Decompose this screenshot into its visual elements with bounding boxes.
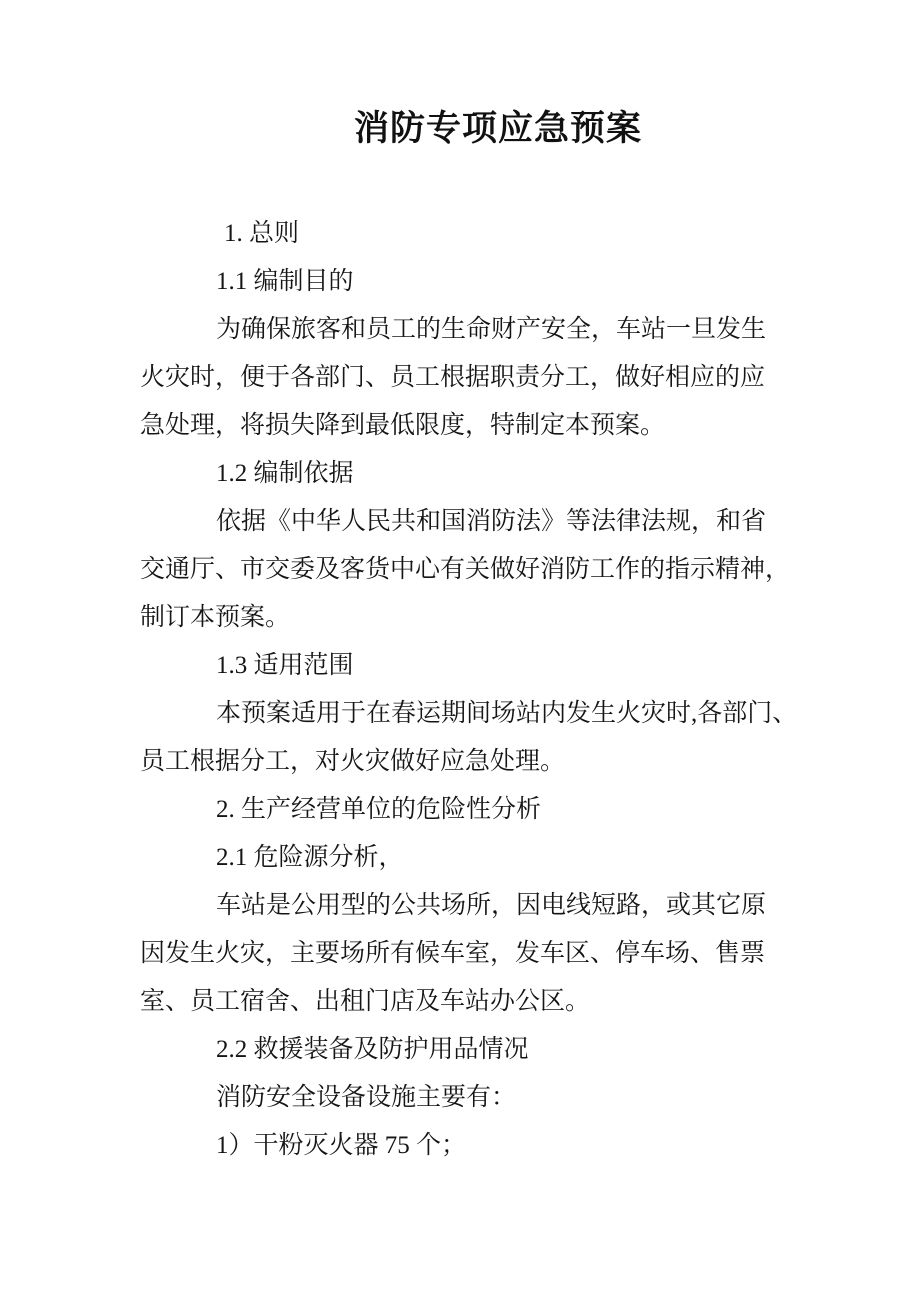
doc-line: 车站是公用型的公共场所，因电线短路，或其它原 xyxy=(216,892,767,919)
doc-line: 火灾时，便于各部门、员工根据职责分工，做好相应的应 xyxy=(140,364,766,391)
section-heading: 2. 生产经营单位的危险性分析 xyxy=(216,796,542,823)
section-heading: 1.1 编制目的 xyxy=(216,268,354,295)
doc-line: 本预案适用于在春运期间场站内发生火灾时,各部门、 xyxy=(216,700,798,727)
doc-line: 交通厅、市交委及客货中心有关做好消防工作的指示精神， xyxy=(140,556,791,583)
section-heading: 1.2 编制依据 xyxy=(216,460,354,487)
doc-line: 因发生火灾，主要场所有候车室，发车区、停车场、售票 xyxy=(140,940,766,967)
section-heading: 2.2 救援装备及防护用品情况 xyxy=(216,1036,529,1063)
section-heading: 1.3 适用范围 xyxy=(216,652,354,679)
section-heading: 2.1 危险源分析， xyxy=(216,844,404,871)
doc-line: 员工根据分工，对火灾做好应急处理。 xyxy=(140,748,566,775)
doc-line: 1）干粉灭火器 75 个； xyxy=(216,1132,467,1159)
doc-line: 室、员工宿舍、出租门店及车站办公区。 xyxy=(140,988,591,1015)
doc-line: 急处理，将损失降到最低限度，特制定本预案。 xyxy=(140,412,666,439)
doc-line: 为确保旅客和员工的生命财产安全，车站一旦发生 xyxy=(216,316,767,343)
doc-line: 依据《中华人民共和国消防法》等法律法规，和省 xyxy=(216,508,767,535)
doc-line: 消防安全设备设施主要有： xyxy=(216,1084,517,1111)
doc-line: 制订本预案。 xyxy=(140,604,291,631)
document-title: 消防专项应急预案 xyxy=(353,109,642,148)
section-heading: 1. 总则 xyxy=(224,220,300,247)
document-body xyxy=(0,210,920,1170)
